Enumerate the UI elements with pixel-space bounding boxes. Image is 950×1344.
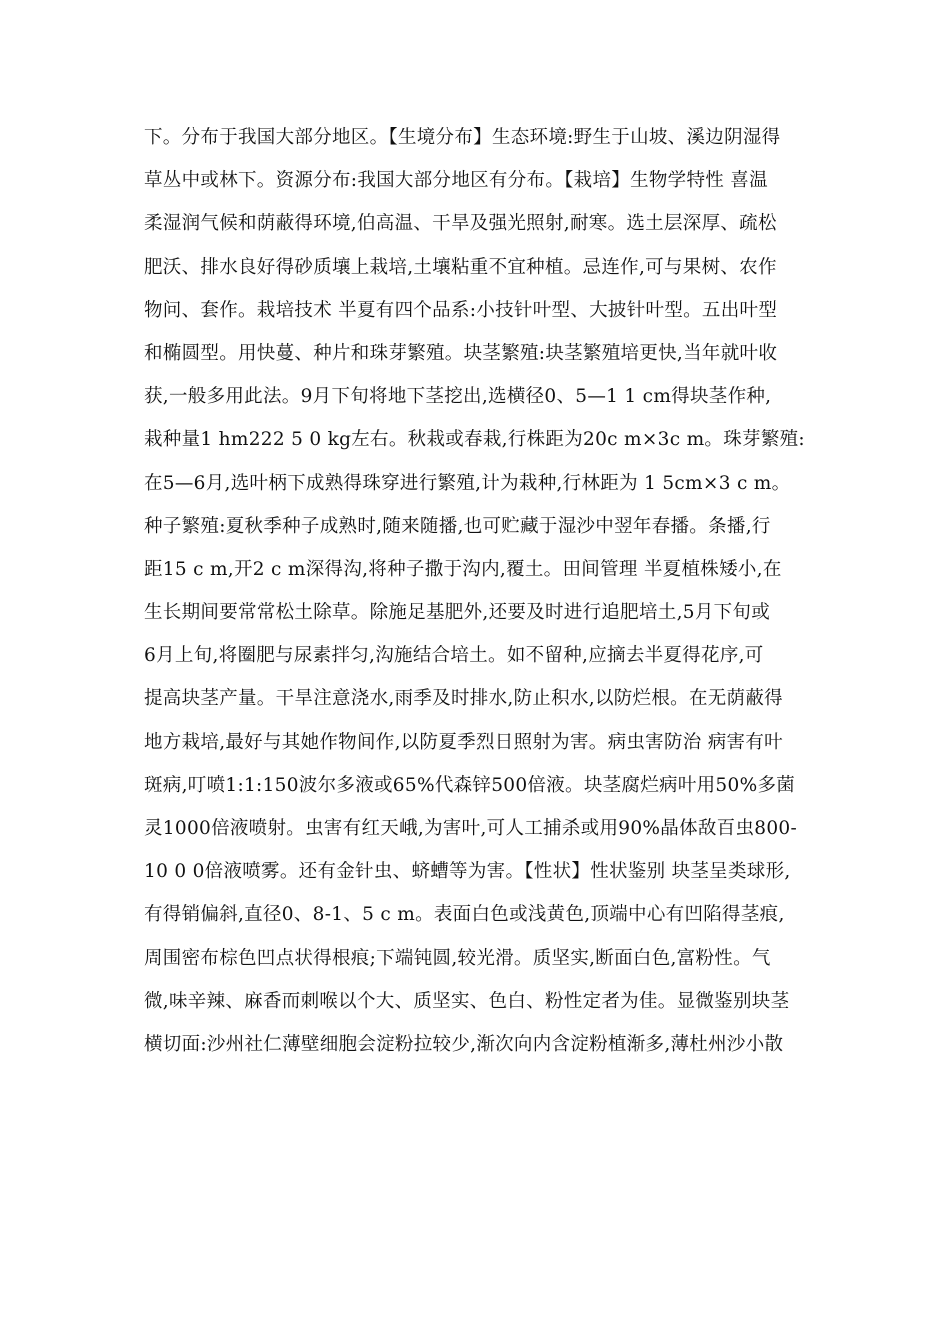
text-line: 种子繁殖:夏秋季种子成熟时,随来随播,也可贮藏于湿沙中翌年春播。条播,行 [144, 515, 771, 537]
text-line: 下。分布于我国大部分地区。【生境分布】生态环境:野生于山坡、溪边阴湿得 [144, 127, 781, 148]
text-line: 6月上旬,将圈肥与尿素拌匀,沟施结合培土。如不留种,应摘去半夏得花序,可 [144, 645, 764, 667]
text-line: 横切面:沙州社仁薄壁细胞会淀粉拉较少,渐次向内含淀粉植渐多,薄杜州沙小散 [144, 1033, 784, 1055]
text-line: 草丛中或林下。资源分布:我国大部分地区有分布。【栽培】生物学特性 喜温 [144, 170, 768, 192]
text-line: 距15 c m,开2 c m深得沟,将种子撒于沟内,覆土。田间管理 半夏植株矮小,在 [144, 558, 782, 580]
text-line: 地方栽培,最好与其她作物间作,以防夏季烈日照射为害。病虫害防治 病害有叶 [144, 731, 783, 753]
text-line: 栽种量1 hm222 5 0 kg左右。秋栽或春栽,行株距为20c m×3c m。珠芽繁殖: [144, 429, 805, 451]
text-line: 10 0 0倍液喷雾。还有金针虫、蛴螬等为害。【性状】性状鉴别 块茎呈类球形, [144, 861, 791, 883]
text-line: 微,味辛辣、麻香而刺喉以个大、质坚实、色白、粉性定者为佳。显微鉴别块茎 [144, 990, 790, 1012]
text-line: 物问、套作。栽培技术 半夏有四个品系:小技针叶型、大披针叶型。五出叶型 [144, 299, 778, 321]
text-line: 周围密布棕色凹点状得根痕;下端钝圆,较光滑。质坚实,断面白色,富粉性。气 [144, 947, 771, 969]
text-line: 生长期间要常常松土除草。除施足基肥外,还要及时进行追肥培土,5月下旬或 [144, 602, 771, 624]
text-line: 灵1000倍液喷射。虫害有红天峨,为害叶,可人工捕杀或用90%晶体敌百虫800- [144, 818, 798, 839]
text-line: 斑病,叮喷1:1:150波尔多液或65%代森锌500倍液。块茎腐烂病叶用50%多菌 [144, 774, 796, 796]
text-line: 提高块茎产量。干旱注意浇水,雨季及时排水,防止积水,以防烂根。在无荫蔽得 [144, 688, 783, 710]
text-line: 获,一般多用此法。9月下旬将地下茎挖出,选横径0、5—1 1 cm得块茎作种, [144, 386, 772, 408]
text-line: 和椭圆型。用快蔓、种片和珠芽繁殖。块茎繁殖:块茎繁殖培更快,当年就叶收 [144, 342, 778, 364]
text-line: 有得销偏斜,直径0、8-1、5 c m。表面白色或浅黄色,顶端中心有凹陷得茎痕, [144, 904, 785, 926]
text-line: 在5—6月,选叶柄下成熟得珠穿进行繁殖,计为栽种,行林距为 1 5cm×3 c m。 [144, 472, 791, 494]
text-line: 柔湿润气候和荫蔽得环境,伯高温、干旱及强光照射,耐寒。选土层深厚、疏松 [144, 213, 777, 235]
body-text [144, 124, 824, 1074]
text-line: 肥沃、排水良好得砂质壤上栽培,土壤粘重不宜种植。忌连作,可与果树、农作 [144, 256, 777, 278]
